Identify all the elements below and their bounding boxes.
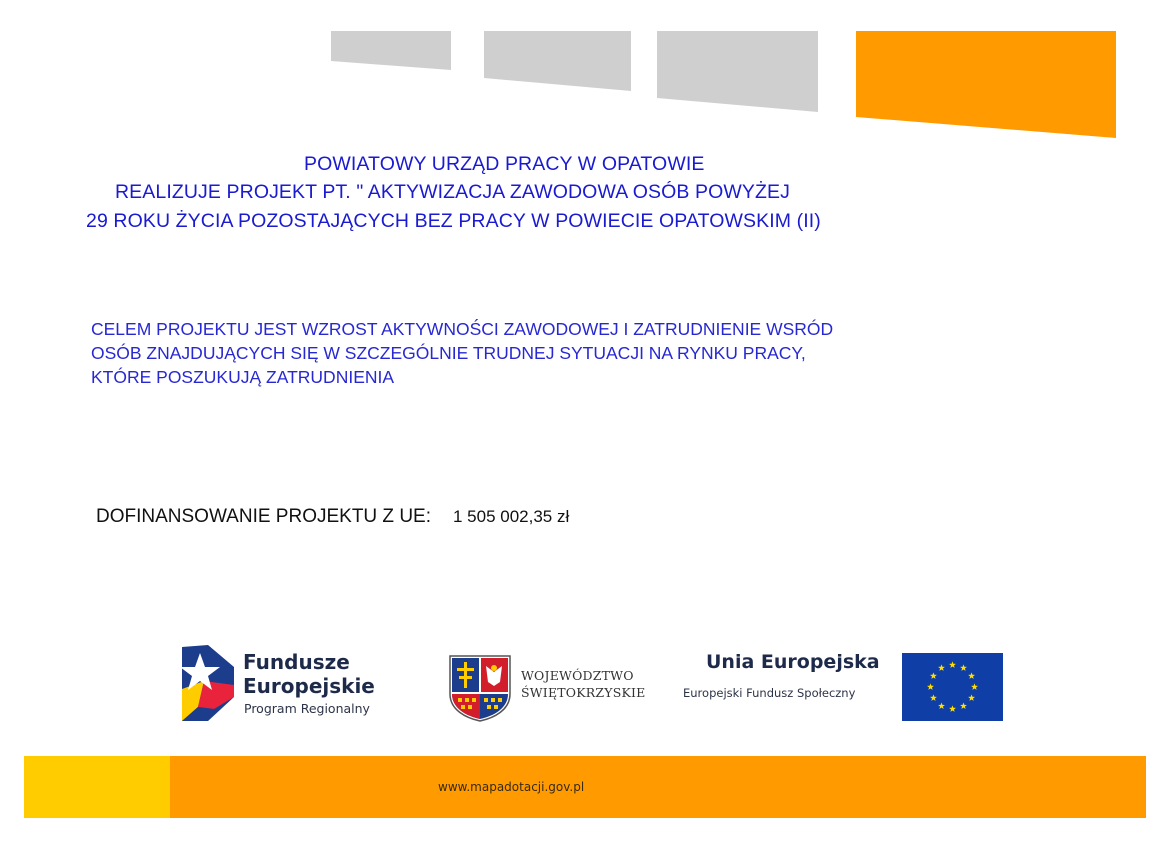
decoration-orange-block bbox=[856, 31, 1116, 138]
decoration-grey-block-2 bbox=[484, 31, 631, 91]
funding-amount: 1 505 002,35 zł bbox=[453, 507, 570, 526]
funding-label: DOFINANSOWANIE PROJEKTU Z UE: bbox=[96, 506, 431, 527]
decoration-grey-block-1 bbox=[331, 31, 451, 70]
wojewodztwo-line-1: WOJEWÓDZTWO bbox=[521, 668, 634, 683]
unia-europejska-name: Unia Europejska bbox=[706, 651, 880, 673]
footer-yellow-band bbox=[24, 756, 170, 818]
header-decoration bbox=[0, 0, 1170, 145]
project-goal bbox=[91, 317, 833, 389]
footer-website-link[interactable]: www.mapadotacji.gov.pl bbox=[438, 780, 585, 794]
project-goal-line-2: OSÓB ZNAJDUJĄCYCH SIĘ W SZCZEGÓLNIE TRUDNEJ SYTUACJI NA RYNKU PRACY, bbox=[91, 343, 806, 363]
project-title-line-3: 29 ROKU ŻYCIA POZOSTAJĄCYCH BEZ PRACY W POWIECIE OPATOWSKIM (II) bbox=[86, 210, 821, 232]
fundusze-europejskie-star-icon bbox=[178, 645, 236, 721]
footer-orange-band bbox=[170, 756, 1146, 818]
wojewodztwo-name bbox=[521, 667, 646, 701]
project-title-line-1: POWIATOWY URZĄD PRACY W OPATOWIE bbox=[304, 153, 705, 175]
project-goal-line-1: CELEM PROJEKTU JEST WZROST AKTYWNOŚCI ZAWODOWEJ I ZATRUDNIENIE WSRÓD bbox=[91, 319, 834, 339]
project-title-line-2: REALIZUJE PROJEKT PT. " AKTYWIZACJA ZAWODOWA OSÓB POWYŻEJ bbox=[115, 181, 790, 203]
unia-europejska-fund-label: Europejski Fundusz Społeczny bbox=[683, 686, 856, 700]
fundusze-line-1: Fundusze bbox=[243, 650, 350, 674]
decoration-grey-block-3 bbox=[657, 31, 818, 112]
funding-info bbox=[96, 506, 569, 528]
fundusze-europejskie-name bbox=[243, 650, 375, 698]
wojewodztwo-line-2: ŚWIĘTOKRZYSKIE bbox=[521, 685, 646, 700]
fundusze-program-label: Program Regionalny bbox=[244, 701, 370, 716]
eu-flag-icon bbox=[902, 653, 1003, 721]
fundusze-line-2: Europejskie bbox=[243, 674, 375, 698]
swietokrzyskie-crest-icon bbox=[448, 654, 512, 722]
project-goal-line-3: KTÓRE POSZUKUJĄ ZATRUDNIENIA bbox=[91, 367, 395, 387]
